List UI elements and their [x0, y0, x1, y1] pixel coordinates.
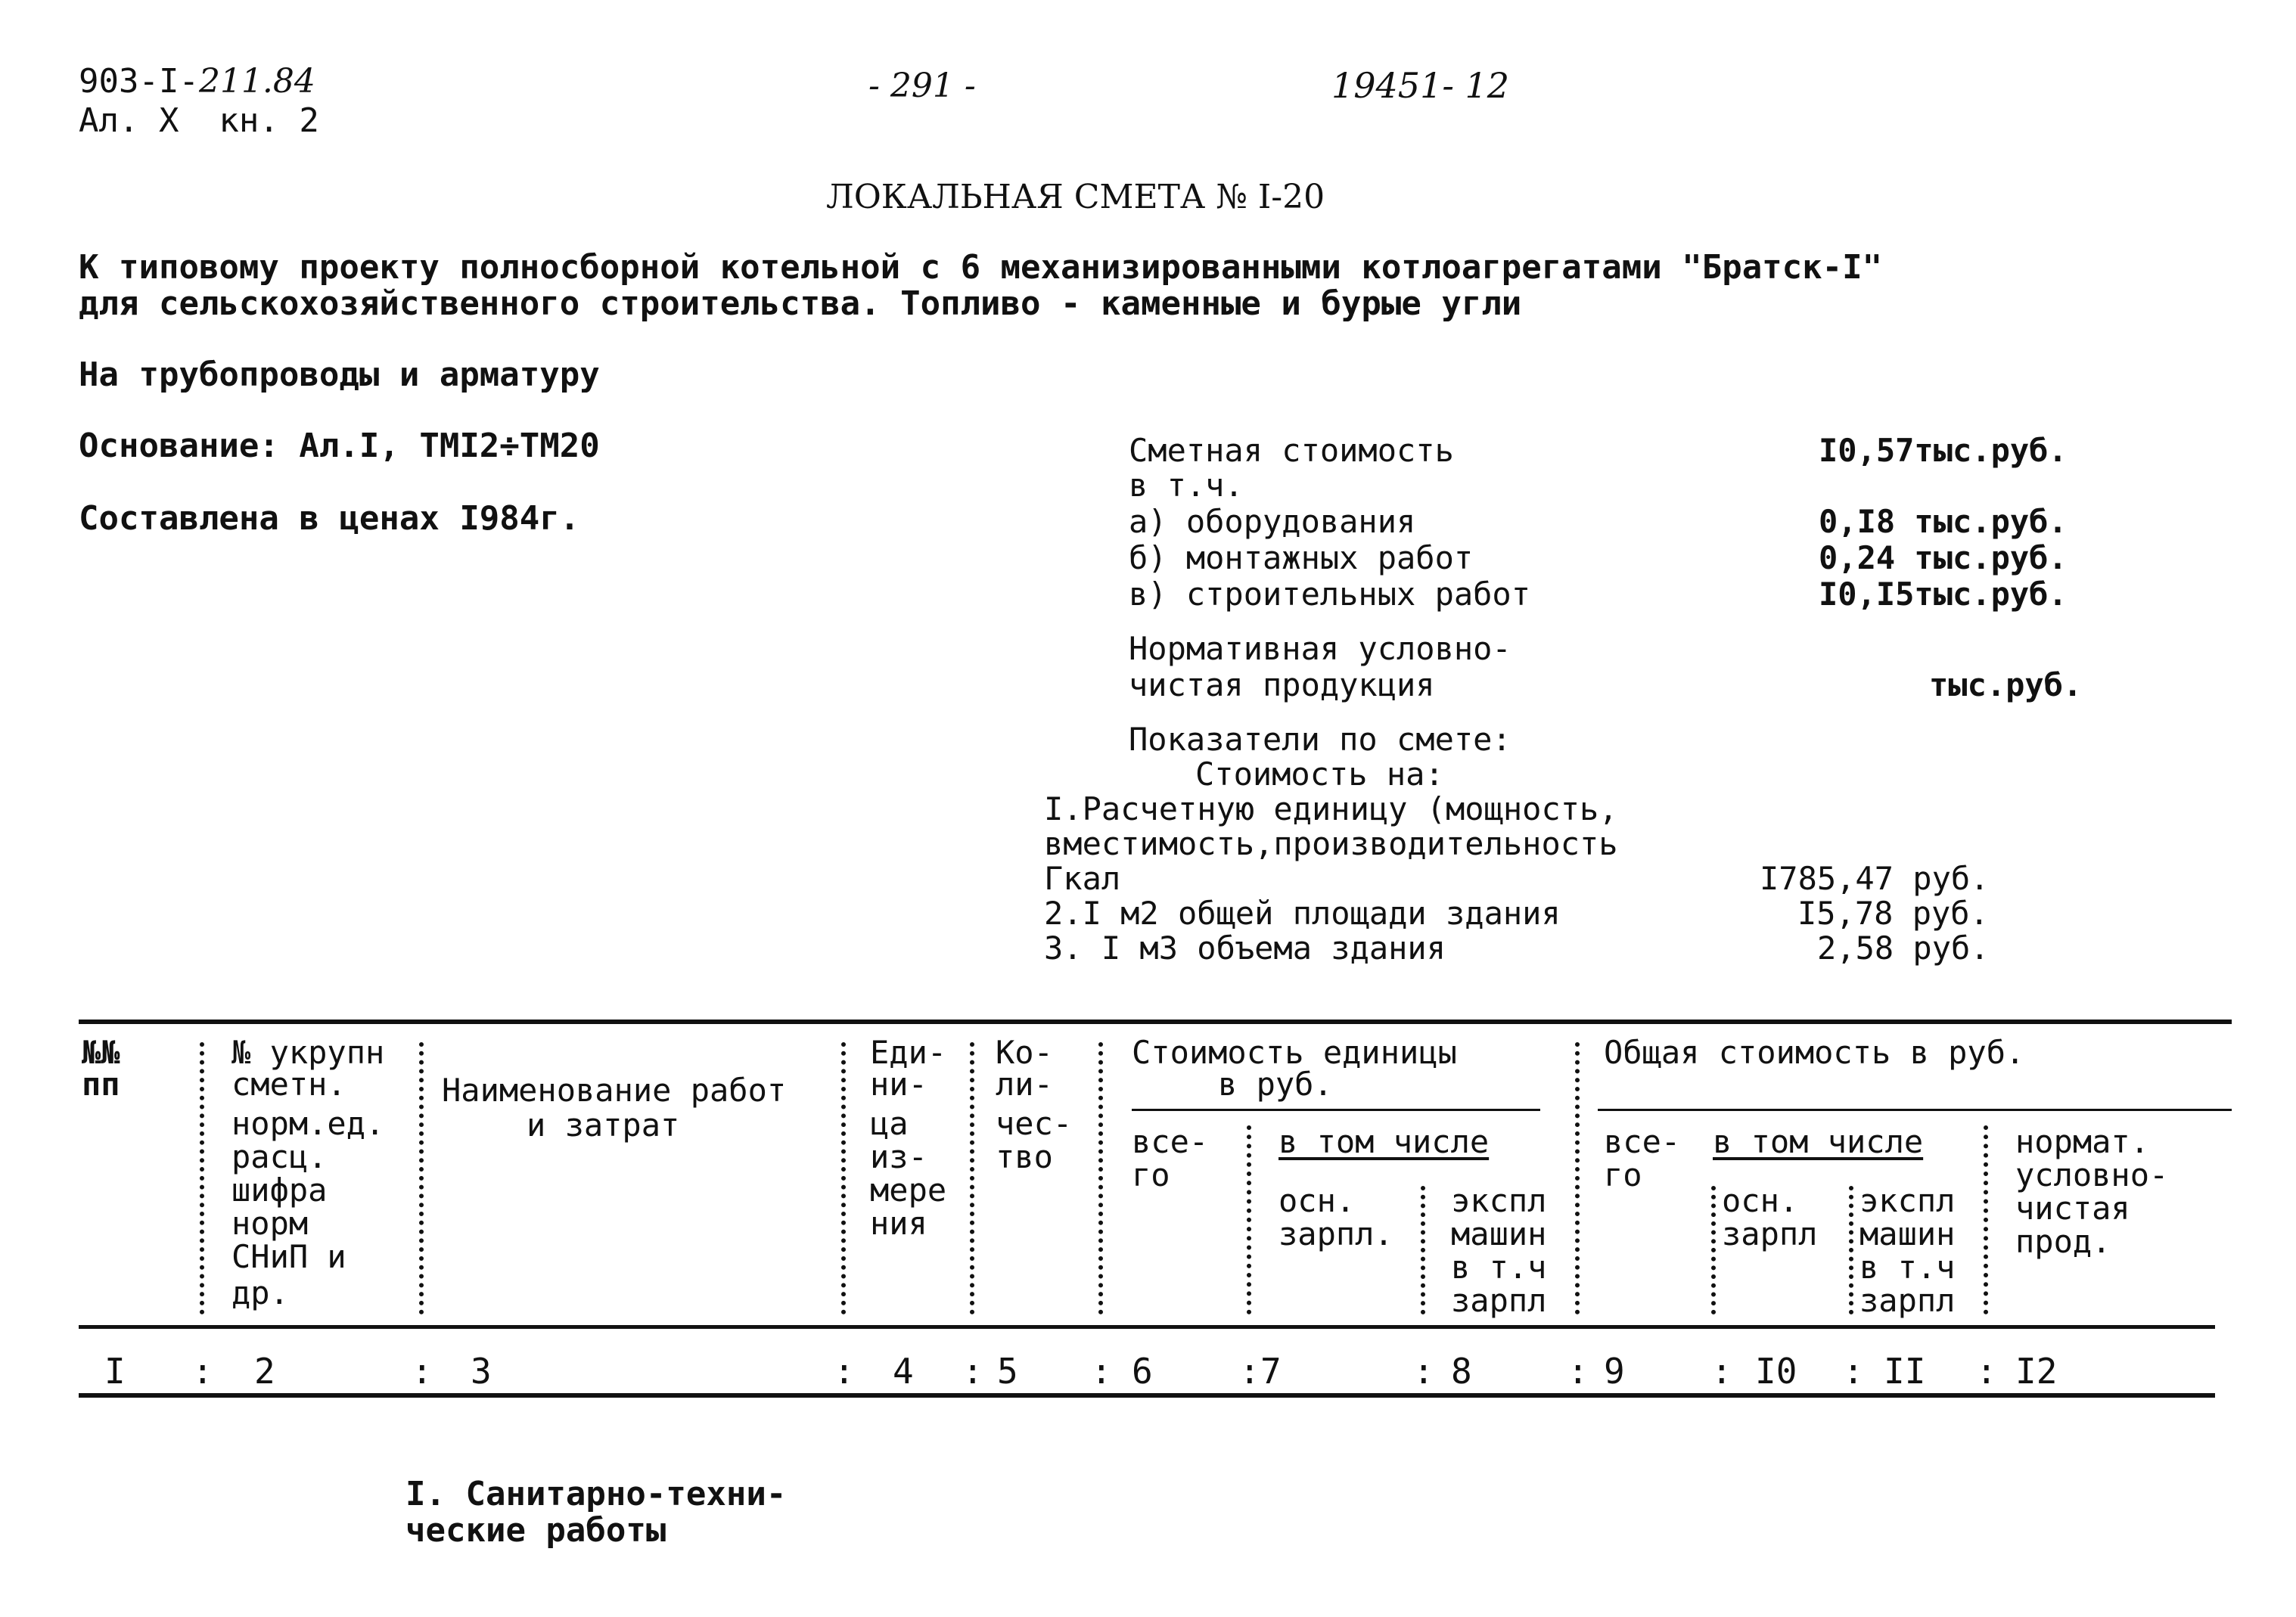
header-total-0: все-	[1132, 1123, 1209, 1160]
header-unit-cost-rub: в руб.	[1218, 1066, 1333, 1103]
col-number-12: I2	[2015, 1351, 2058, 1392]
header-name-1: и затрат	[527, 1106, 680, 1144]
basis: Основание: Ал.I, ТМI2÷ТМ20	[79, 427, 600, 465]
header-unit-cost: Стоимость единицы	[1132, 1034, 1457, 1071]
indicator1-value: I785,47 руб.	[1760, 860, 1990, 897]
col-number-sep: :	[1711, 1351, 1732, 1392]
header-base-pay2-0: осн.	[1722, 1182, 1799, 1219]
header-qty-2: чес-	[996, 1105, 1073, 1142]
col-number-sep: :	[1843, 1351, 1864, 1392]
header-code-3: расц.	[231, 1138, 328, 1175]
header-machines-0: экспл	[1451, 1182, 1547, 1219]
header-total2-0: все-	[1604, 1123, 1681, 1160]
col-number-sep: :	[1567, 1351, 1589, 1392]
header-including: в том числе	[1278, 1123, 1490, 1160]
header-unit-4: мере	[870, 1172, 947, 1209]
col-separator	[419, 1042, 424, 1314]
description-line1: К типовому проекту полносборной котельной с 6 механизированными котлоагрегатами "Братск-I"	[79, 248, 1883, 287]
doc-code	[79, 64, 315, 100]
header-bottom-rule	[79, 1325, 2215, 1329]
header-total-1: го	[1132, 1156, 1170, 1193]
col-separator	[1984, 1125, 1988, 1314]
col-number-10: I0	[1755, 1351, 1797, 1392]
page-title: ЛОКАЛЬНАЯ СМЕТА № I-20	[826, 178, 1325, 216]
indicators-title: Показатели по смете:	[1129, 721, 1512, 758]
cost-item-equipment-value: 0,I8 тыс.руб.	[1819, 503, 2068, 540]
cost-item-installation-value: 0,24 тыс.руб.	[1819, 539, 2068, 576]
col-separator	[1098, 1042, 1103, 1314]
header-machines2-1: машин	[1859, 1215, 1956, 1252]
indicator2-value: I5,78 руб.	[1797, 895, 1989, 932]
col-number-6: 6	[1132, 1351, 1153, 1392]
cost-item-construction-label: в) строительных работ	[1129, 576, 1531, 613]
prices-note: Составлена в ценах I984г.	[79, 499, 580, 538]
header-overall-cost: Общая стоимость в руб.	[1604, 1034, 2025, 1071]
indicator1-line2: вместимость,производительность	[1044, 825, 1618, 862]
col-number-sep: :	[1091, 1351, 1112, 1392]
header-machines-3: зарпл	[1451, 1282, 1547, 1319]
col-number-1: I	[104, 1351, 126, 1392]
col-number-sep: :	[834, 1351, 855, 1392]
doc-code-handwritten: 211.84	[198, 62, 315, 101]
col-number-sep: :	[962, 1351, 983, 1392]
indicator1-line1: I.Расчетную единицу (мощность,	[1044, 790, 1618, 827]
header-including2: в том числе	[1713, 1123, 1924, 1160]
indicator1-line3: Гкал	[1044, 860, 1121, 897]
col-number-sep: :	[1413, 1351, 1434, 1392]
indicator3-value: 2,58 руб.	[1817, 930, 1990, 967]
col-number-5: 5	[997, 1351, 1018, 1392]
col-number-8: 8	[1451, 1351, 1472, 1392]
col-number-11: II	[1884, 1351, 1926, 1392]
header-num-1: №№	[82, 1034, 120, 1071]
normative-value: тыс.руб.	[1929, 666, 2083, 703]
header-code-7: др.	[231, 1274, 289, 1311]
normative-label-1: Нормативная условно-	[1129, 630, 1512, 667]
section-title-line1: I. Санитарно-техни-	[405, 1475, 787, 1513]
header-base-pay-0: осн.	[1278, 1182, 1356, 1219]
header-code-2: норм.ед.	[231, 1105, 385, 1142]
indicator3-label: 3. I м3 объема здания	[1044, 930, 1446, 967]
subject: На трубопроводы и арматуру	[79, 355, 600, 394]
col-number-sep: :	[1239, 1351, 1260, 1392]
cost-item-equipment-label: а) оборудования	[1129, 503, 1416, 540]
header-code-0: № укрупн	[231, 1034, 385, 1071]
doc-line2: Ал. X кн. 2	[79, 101, 319, 140]
unit-cost-rule	[1132, 1109, 1540, 1111]
column-numbers-rule	[79, 1393, 2215, 1398]
col-separator	[970, 1042, 974, 1314]
col-separator	[1711, 1186, 1716, 1314]
header-code-5: норм	[231, 1205, 309, 1242]
header-unit-5: ния	[870, 1205, 927, 1242]
table-top-rule	[79, 1020, 2232, 1024]
header-normat-3: прод.	[2015, 1223, 2111, 1260]
cost-item-construction-value: I0,I5тыс.руб.	[1819, 576, 2068, 613]
header-normat-2: чистая	[2015, 1190, 2130, 1227]
header-total2-1: го	[1604, 1156, 1642, 1193]
page-number: - 291 -	[868, 67, 976, 105]
col-number-7: 7	[1260, 1351, 1282, 1392]
header-unit-2: ца	[870, 1105, 909, 1142]
header-unit-1: ни-	[870, 1066, 927, 1103]
indicator2-label: 2.I м2 общей площади здания	[1044, 895, 1561, 932]
header-machines2-0: экспл	[1859, 1182, 1956, 1219]
col-number-9: 9	[1604, 1351, 1625, 1392]
col-separator	[200, 1042, 204, 1314]
section-title-line2: ческие работы	[405, 1511, 666, 1550]
header-num-2: пп	[82, 1066, 120, 1103]
col-number-sep: :	[412, 1351, 433, 1392]
header-machines-2: в т.ч	[1451, 1249, 1547, 1286]
header-qty-0: Ко-	[996, 1034, 1053, 1071]
header-base-pay-1: зарпл.	[1278, 1215, 1393, 1252]
indicators-subtitle: Стоимость на:	[1195, 756, 1444, 793]
col-separator	[1247, 1125, 1251, 1314]
header-normat-1: условно-	[2015, 1156, 2169, 1193]
including-label: в т.ч.	[1129, 467, 1244, 504]
col-number-sep: :	[192, 1351, 213, 1392]
col-number-2: 2	[254, 1351, 275, 1392]
sheet-code: 19451- 12	[1331, 65, 1510, 106]
header-unit-0: Еди-	[870, 1034, 947, 1071]
header-machines-1: машин	[1451, 1215, 1547, 1252]
header-unit-3: из-	[870, 1138, 927, 1175]
col-number-3: 3	[471, 1351, 492, 1392]
cost-item-installation-label: б) монтажных работ	[1129, 539, 1474, 576]
header-code-1: сметн.	[231, 1066, 346, 1103]
description-line2: для сельскохозяйственного строительства. Топливо - каменные и бурые угли	[79, 284, 1522, 323]
header-name-0: Наименование работ	[442, 1072, 787, 1109]
total-cost-value: I0,57тыс.руб.	[1819, 432, 2068, 469]
doc-code-prefix: 903-I-	[79, 62, 199, 101]
overall-cost-rule	[1598, 1109, 2232, 1111]
col-separator	[1849, 1186, 1853, 1314]
header-qty-3: тво	[996, 1138, 1053, 1175]
header-machines2-3: зарпл	[1859, 1282, 1956, 1319]
header-base-pay2-1: зарпл	[1722, 1215, 1818, 1252]
col-separator	[841, 1042, 846, 1314]
header-machines2-2: в т.ч	[1859, 1249, 1956, 1286]
col-number-sep: :	[1976, 1351, 1997, 1392]
normative-label-2: чистая продукция	[1129, 666, 1435, 703]
header-normat-0: нормат.	[2015, 1123, 2150, 1160]
total-cost-label: Сметная стоимость	[1129, 432, 1454, 469]
header-qty-1: ли-	[996, 1066, 1053, 1103]
col-number-4: 4	[893, 1351, 914, 1392]
col-separator	[1575, 1042, 1580, 1314]
col-separator	[1421, 1186, 1425, 1314]
header-code-4: шифра	[231, 1172, 328, 1209]
header-code-6: СНиП и	[231, 1238, 346, 1275]
